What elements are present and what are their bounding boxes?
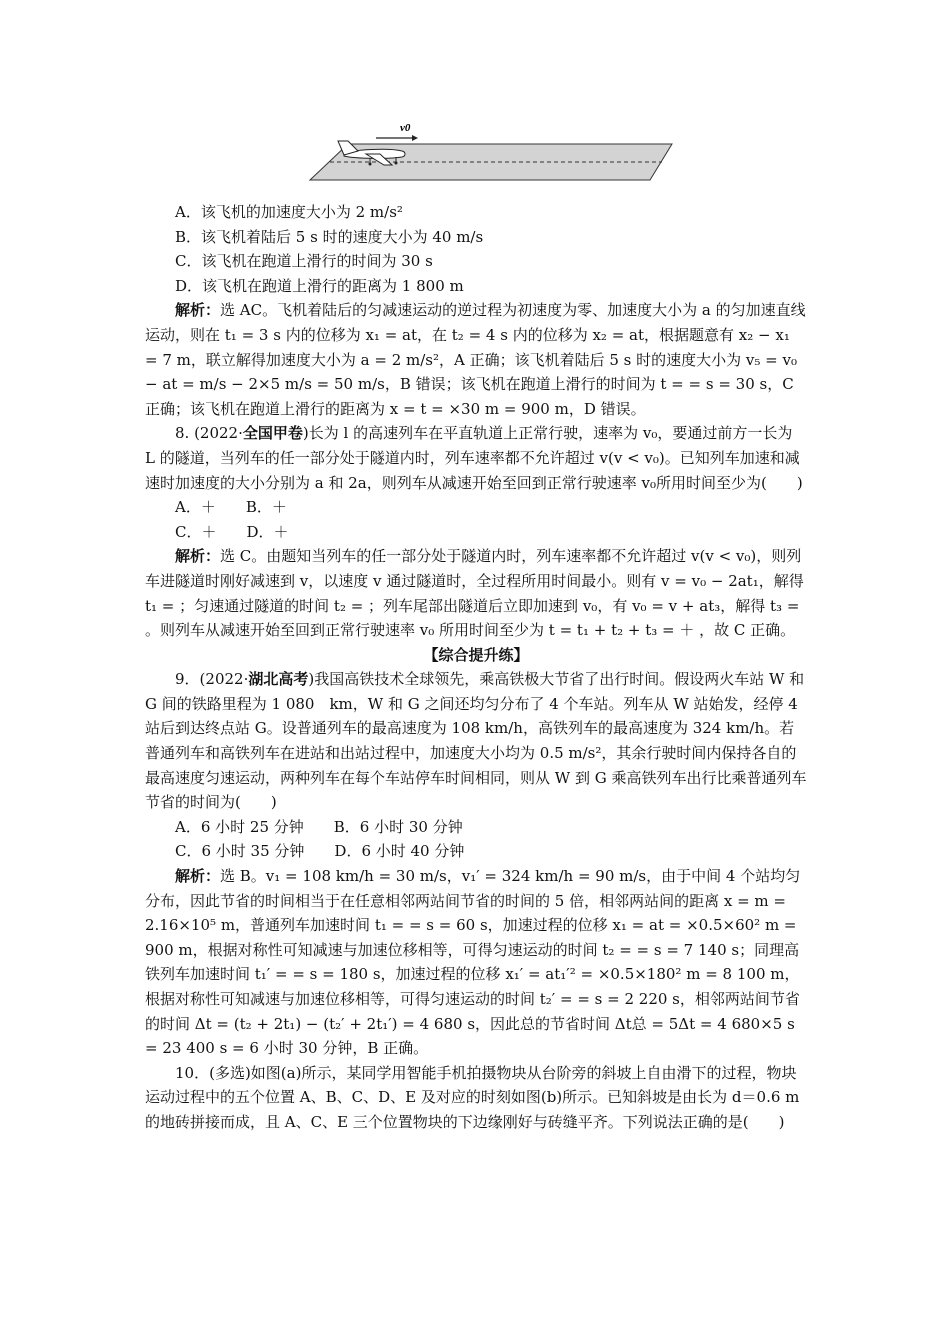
- q7-option-c: C．该飞机在跑道上滑行的时间为 30 s: [175, 252, 433, 271]
- q9-options-row1: A．6 小时 25 分钟 B．6 小时 30 分钟: [175, 817, 463, 836]
- text-body: [145, 200, 807, 1135]
- velocity-label: v0: [400, 122, 411, 134]
- q7-analysis: [145, 298, 807, 421]
- q10-stem: 10．(多选)如图(a)所示，某同学用智能手机拍摄物块从台阶旁的斜坡上自由滑下的过程，物块运动过程中的五个位置 A、B、C、D、E 及对应的时刻如图(b)所示。已知斜坡是由长为 d＝0.6 m 的地砖拼接而成，且 A、C、E 三个位置物块的下边缘刚好与砖缝平齐。下列说法正确的是( ): [145, 1063, 800, 1131]
- q9-analysis-text: 选 B。v₁ = 108 km/h = 30 m/s，v₁′ = 324 km/h = 90 m/s，由于中间 4 个站均匀分布，因此节省的时间相当于在任意相邻两站间节省的时间的 5 倍，相邻两站间的距离 x = m = 2.16×10⁵ m，普通列车加速时间 t₁ = = s = 60 s，加速过程的位移 x₁ = at = ×0.5×60² m = 900 m，根据对称性可知减速与加速位移相等，可得匀速运动的时间 t₂ = = s = 7 140 s；同理高铁列车加速时间 t₁′ = = s = 180 s，加速过程的位移 x₁′ = at₁′² = ×0.5×180² m = 8 100 m，根据对称性可知减速与加速位移相等，可得匀速运动的时间 t₂′ = = s = 2 220 s，相邻两站间节省的时间 Δt = (t₂ + 2t₁) − (t₂′ + 2t₁′) = 4 680 s，因此总的节省时间 Δt总 = 5Δt = 4 680×5 s = 23 400 s = 6 小时 30 分钟，B 正确。: [145, 867, 801, 1058]
- q7-option-d: D．该飞机在跑道上滑行的距离为 1 800 m: [175, 276, 464, 295]
- q9-source: 湖北高考: [248, 670, 309, 689]
- q9-options-row2: C．6 小时 35 分钟 D．6 小时 40 分钟: [175, 842, 465, 861]
- velocity-arrowhead-icon: [412, 135, 418, 141]
- q7-option-a: A．该飞机的加速度大小为 2 m/s²: [175, 203, 403, 221]
- q8-source: 全国甲卷: [242, 424, 303, 443]
- q9-analysis: [145, 864, 807, 1061]
- q8-analysis-text: 选 C。由题知当列车的任一部分处于隧道内时，列车速率都不允许超过 v(v < v₀)，则列车进隧道时刚好减速到 v，以速度 v 通过隧道时，全过程所用时间最小。则有 v = v₀ − 2at₁，解得 t₁ = ；匀速通过隧道的时间 t₂ = ；列车尾部出隧道后立即加速到 v₀，有 v₀ = v + at₃，解得 t₃ = 。则列车从减速开始至回到正常行驶速率 v₀ 所用时间至少为 t = t₁ + t₂ + t₃ = ＋ ，故 C 正确。: [145, 547, 804, 640]
- q7-analysis-text: 选 AC。飞机着陆后的匀减速运动的逆过程为初速度为零、加速度大小为 a 的匀加速直线运动，则在 t₁ = 3 s 内的位移为 x₁ = at，在 t₂ = 4 s 内的位移为 x₂ = at，根据题意有 x₂ − x₁ = 7 m，联立解得加速度大小为 a = 2 m/s²，A 正确；该飞机着陆后 5 s 时的速度大小为 v₅ = v₀ − at = m/s − 2×5 m/s = 50 m/s，B 错误；该飞机在跑道上滑行的时间为 t = = s = 30 s，C 正确；该飞机在跑道上滑行的距离为 x = t = ×30 m = 900 m，D 错误。: [145, 301, 806, 418]
- q8-stem: 8. (2022·全国甲卷)长为 l 的高速列车在平直轨道上正常行驶，速率为 v₀，要通过前方一长为 L 的隧道，当列车的任一部分处于隧道内时，列车速率都不允许超过 v(v < v₀)。已知列车加速和减速时加速度的大小分别为 a 和 2a，则列车从减速开始至回到正常行驶速率 v₀所用时间至少为( ): [145, 424, 803, 492]
- q8-options-row1: A．＋ B．＋: [175, 498, 287, 517]
- q9-stem: 9．(2022·湖北高考)我国高铁技术全球领先，乘高铁极大节省了出行时间。假设两火车站 W 和 G 间的铁路里程为 1 080 km，W 和 G 之间还均匀分布了 4 个车站。列车从 W 站始发，经停 4 站后到达终点站 G。设普通列车的最高速度为 108 km/h，高铁列车的最高速度为 324 km/h。若普通列车和高铁列车在进站和出站过程中，加速度大小均为 0.5 m/s²，其余行驶时间内保持各自的最高速度匀速运动，两种列车在每个车站停车时间相同，则从 W 到 G 乘高铁列车出行比乘普通列车节省的时间为( ): [145, 670, 807, 812]
- runway-airplane-figure: [300, 118, 680, 188]
- analysis-label: 解析：: [175, 301, 221, 320]
- analysis-label: 解析：: [175, 867, 221, 886]
- section-heading: 【综合提升练】: [423, 645, 529, 664]
- q8-options-row2: C．＋ D．＋: [175, 522, 289, 541]
- q7-option-b: B．该飞机着陆后 5 s 时的速度大小为 40 m/s: [175, 227, 484, 246]
- analysis-label: 解析：: [175, 547, 221, 566]
- q8-analysis: [145, 544, 807, 642]
